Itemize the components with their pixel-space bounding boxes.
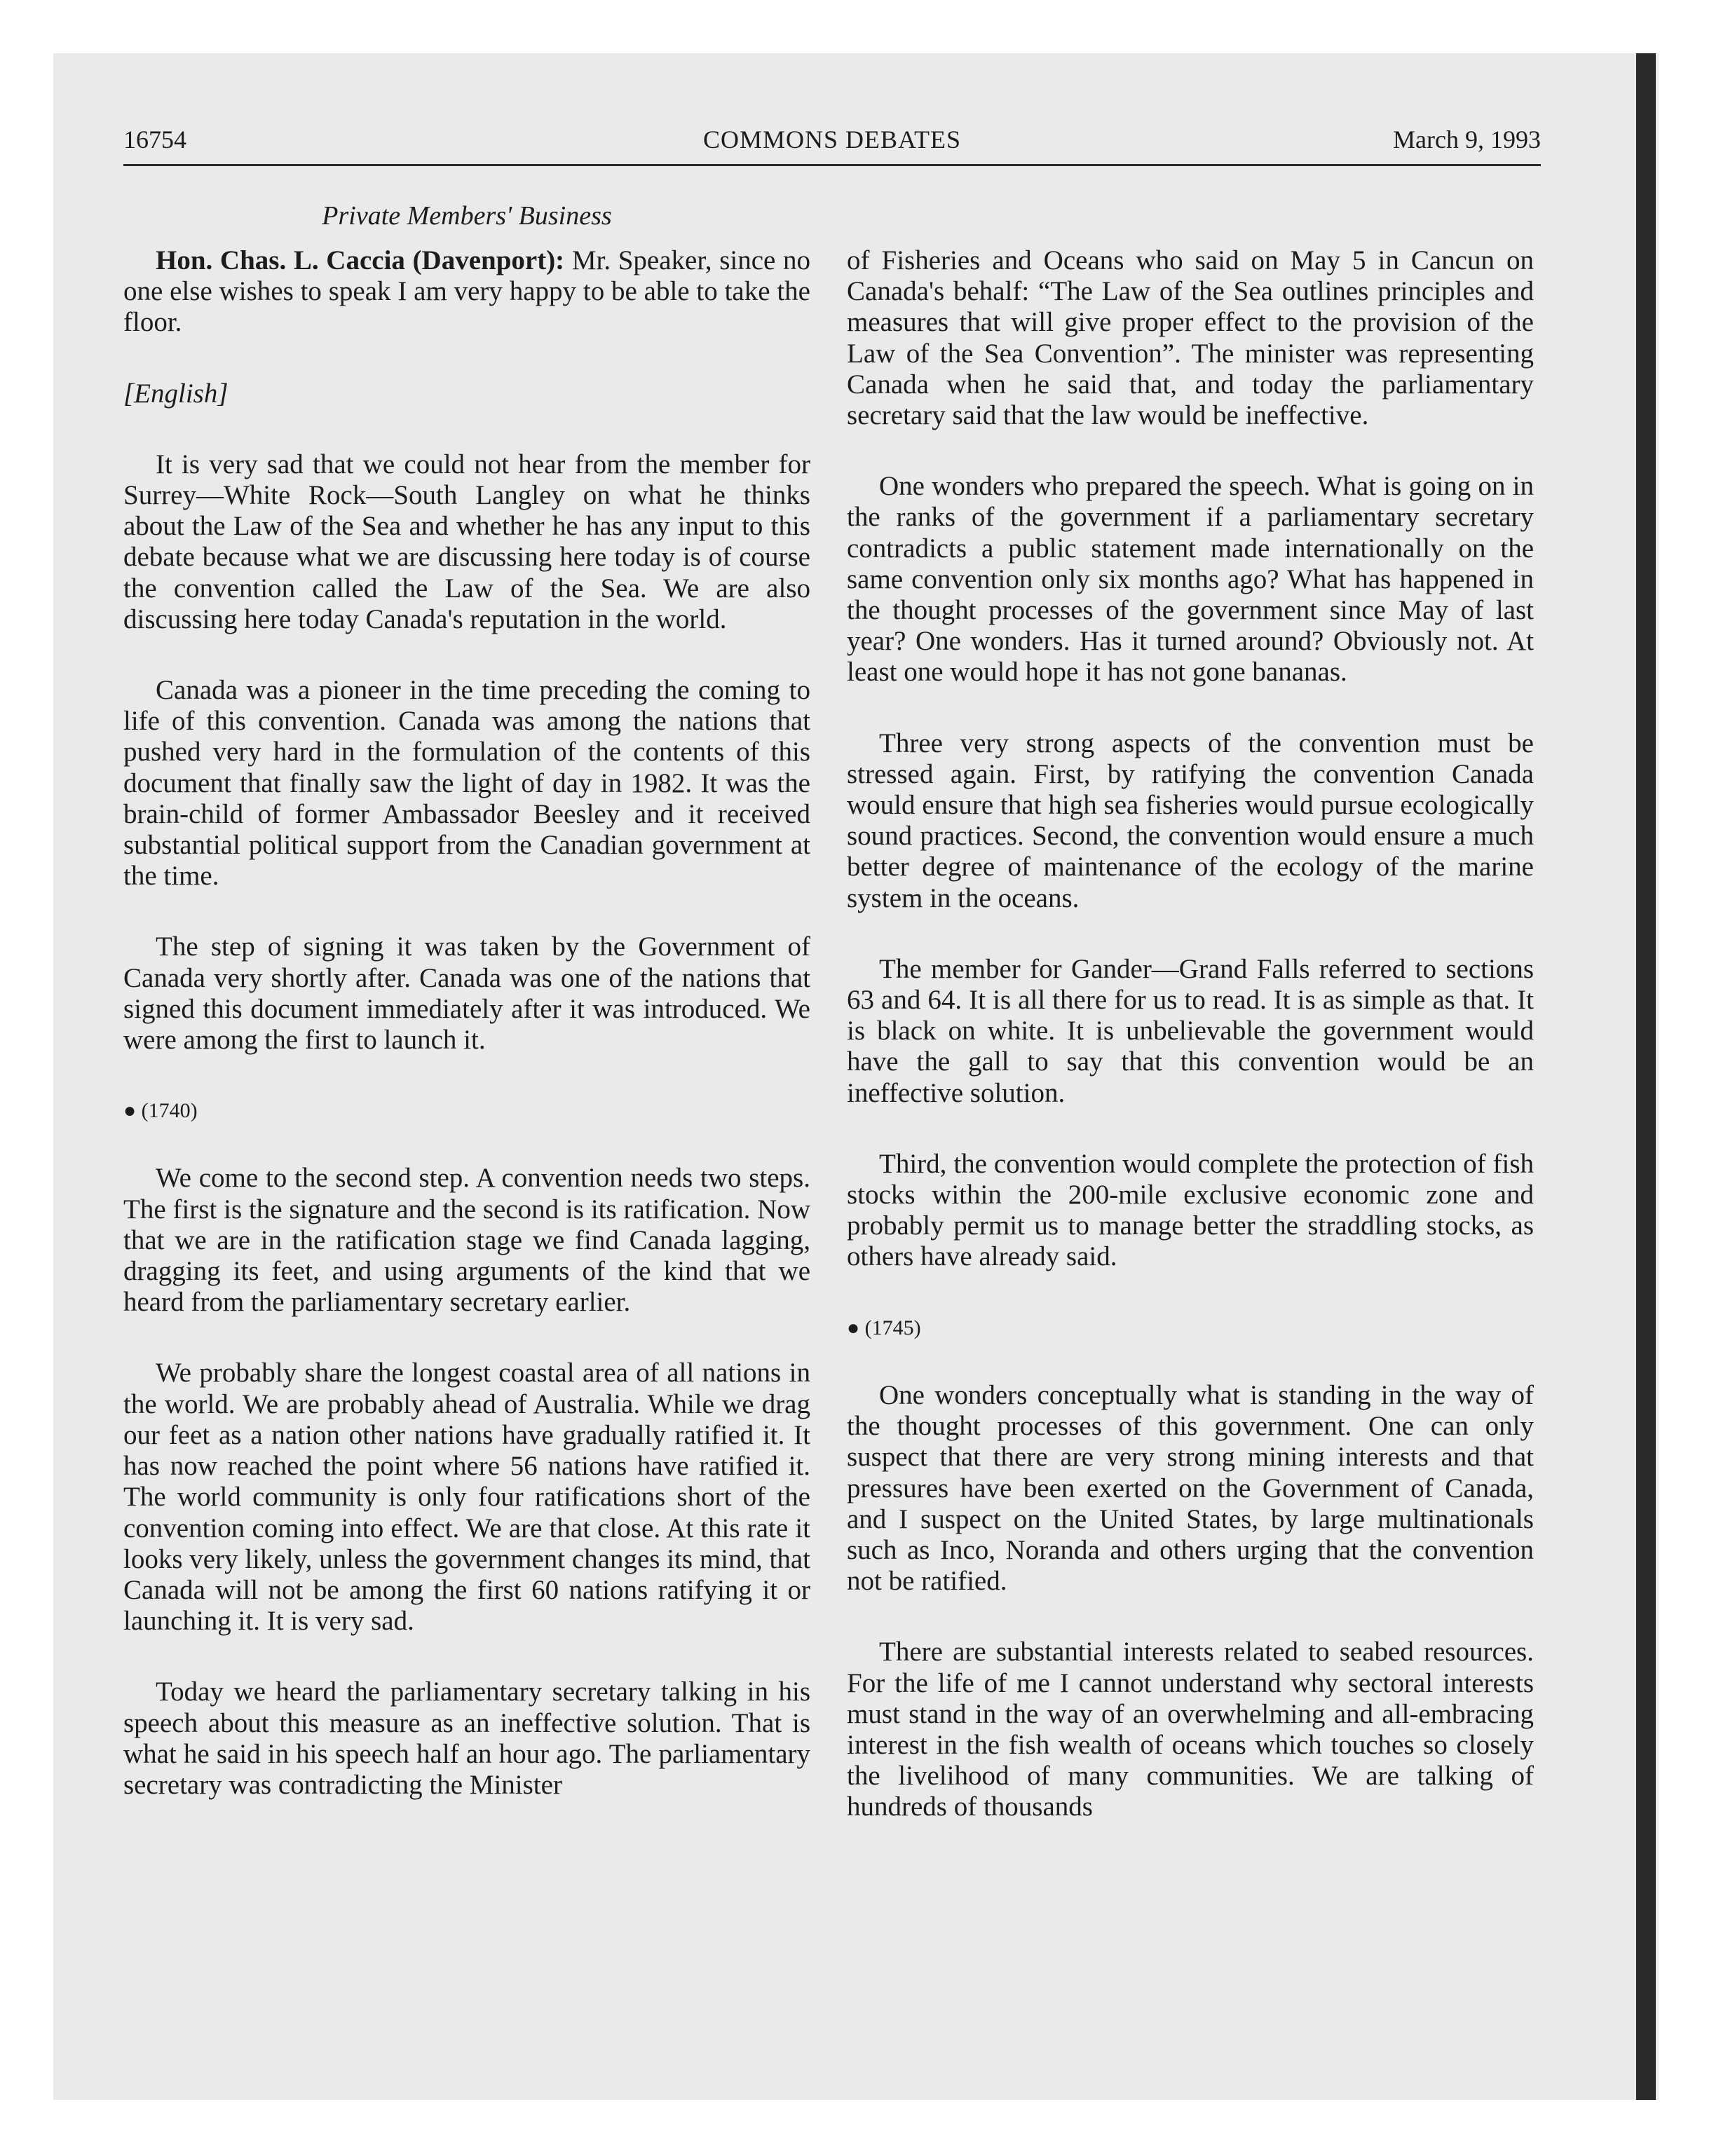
paragraph: We come to the second step. A convention needs two steps. The first is the signature and the second is its ratification. Now that we are in the ratification stage we find Canada lagging, dragging its feet, and using arguments of the kind that we heard from the parliamentary secretary earlier. (123, 1163, 810, 1318)
paragraph: Canada was a pioneer in the time preceding the coming to life of this convention. Canada was among the nations that pushed very hard in the formulation of the contents of this document that finally saw the light of day in 1982. It was the brain-child of former Ambassador Beesley and it received substantial political support from the Canadian government at the time. (123, 675, 810, 892)
section-title: Private Members' Business (322, 201, 612, 231)
page-number: 16754 (123, 125, 186, 153)
paragraph: Third, the convention would complete the protection of fish stocks within the 200-mile exclusive economic zone and probably permit us to manage better the straddling stocks, as others have already said. (847, 1148, 1534, 1272)
left-column (123, 245, 810, 1841)
paragraph: The step of signing it was taken by the Government of Canada very shortly after. Canada was one of the nations that signed this document immediately after it was introduced. We were among the first to launch it. (123, 932, 810, 1056)
paragraph: Today we heard the parliamentary secretary talking in his speech about this measure as an ineffective solution. That is what he said in his speech half an hour ago. The parliamentary secretary was contradicting the Minister (123, 1677, 810, 1800)
language-tag: [English] (123, 378, 229, 409)
time-marker (847, 1313, 1534, 1344)
right-column (847, 245, 1534, 1863)
paragraph: The member for Gander—Grand Falls referred to sections 63 and 64. It is all there for us to read. It is as simple as that. It is black on white. It is unbelievable the government would have the gall to say that this convention would be an ineffective solution. (847, 953, 1534, 1108)
scan-edge-shadow (1636, 53, 1656, 2100)
time-marker (123, 1096, 810, 1126)
publication-title: COMMONS DEBATES (702, 125, 962, 153)
paragraph: One wonders conceptually what is standing in the way of the thought processes of this government. One can only suspect that there are very strong mining interests and that pressures have been exerted on the Government of Canada, and I suspect on the United States, by large multinationals such as Inco, Noranda and others urging that the convention not be ratified. (847, 1379, 1534, 1597)
paragraph: There are substantial interests related to seabed resources. For the life of me I cannot understand why sectoral interests must stand in the way of an overwhelming and all-embracing interest in the fish wealth of oceans which touches so closely the livelihood of many communities. We are talking of hundreds of thousands (847, 1637, 1534, 1822)
time-stamp: (1745) (864, 1316, 921, 1339)
issue-date: March 9, 1993 (1393, 125, 1541, 153)
paragraph: It is very sad that we could not hear from the member for Surrey—White Rock—South Langley on what he thinks about the Law of the Sea and whether he has any input to this debate because what we are discussing here today is of course the convention called the Law of the Sea. We are also discussing here today Canada's reputation in the world. (123, 449, 810, 634)
paragraph: We probably share the longest coastal area of all nations in the world. We are probably ahead of Australia. While we drag our feet as a nation other nations have gradually ratified it. It has now reached the point where 56 nations have ratified it. The world community is only four ratifications short of the convention coming into effect. We are that close. At this rate it looks very likely, unless the government changes its mind, that Canada will not be among the first 60 nations ratifying it or launching it. It is very sad. (123, 1358, 810, 1637)
paragraph-continued: of Fisheries and Oceans who said on May 5 in Cancun on Canada's behalf: “The Law of the Sea outlines principles and measures that will give proper effect to the provision of the Law of the Sea Convention”. The minister was representing Canada when he said that, and today the parliamentary secretary said that the law would be ineffective. (847, 245, 1534, 431)
paragraph: Three very strong aspects of the convention must be stressed again. First, by ratifying the convention Canada would ensure that high sea fisheries would pursue ecologically sound practices. Second, the convention would ensure a much better degree of maintenance of the ecology of the marine system in the oceans. (847, 728, 1534, 913)
opening-text: Mr. Speaker, since no one else wishes to speak I am very happy to be able to take the floor. (123, 245, 810, 338)
speaker-name: Hon. Chas. L. Caccia (Davenport): (156, 245, 565, 275)
paragraph: One wonders who prepared the speech. What is going on in the ranks of the government if a parliamentary secretary contradicts a public statement made internationally on the same convention only six months ago? What has happened in the thought processes of the government since May of last year? One wonders. Has it turned around? Obviously not. At least one would hope it has not gone bananas. (847, 471, 1534, 688)
bullet-icon: ● (847, 1316, 860, 1339)
page-header (123, 125, 1541, 166)
time-stamp: (1740) (141, 1099, 198, 1123)
bullet-icon: ● (123, 1099, 137, 1123)
speech-opening (123, 245, 810, 339)
